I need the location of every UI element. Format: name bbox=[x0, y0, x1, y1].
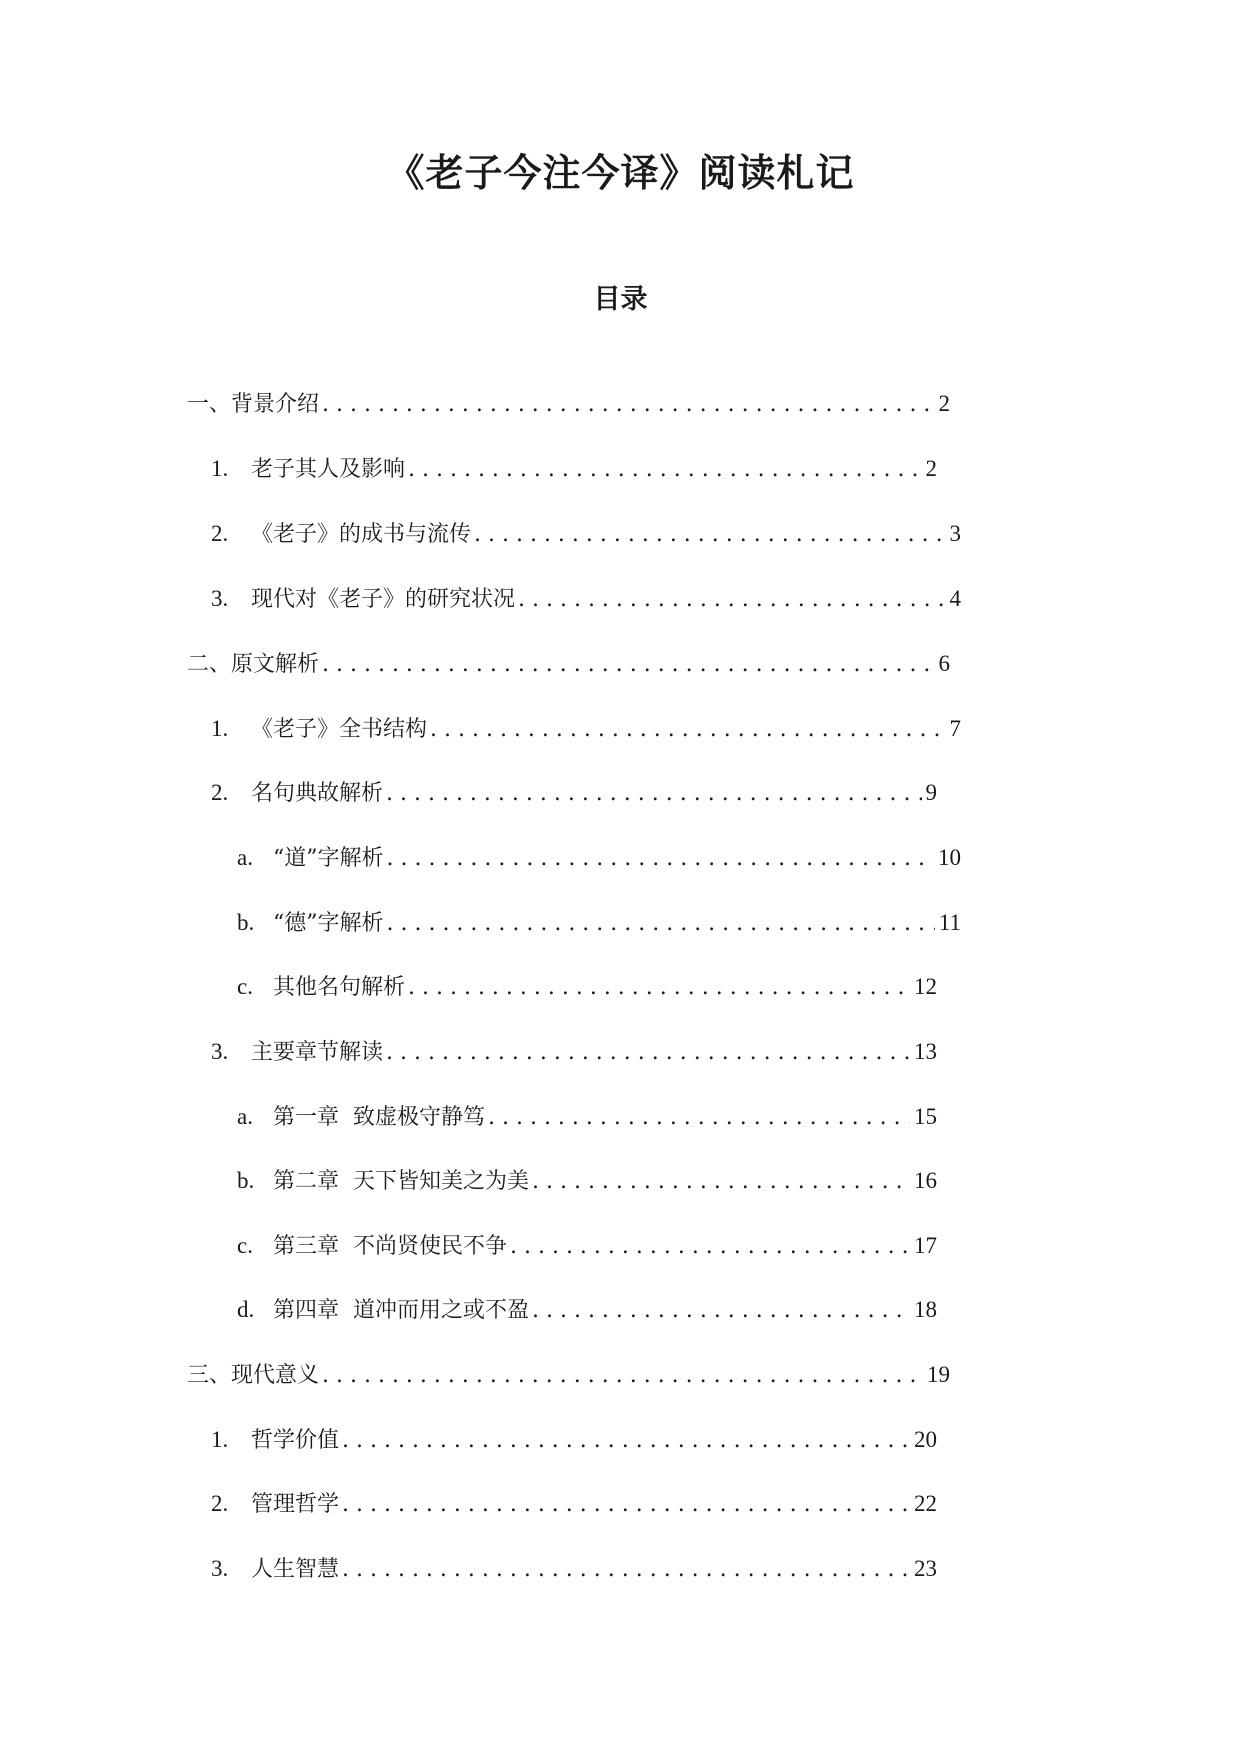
toc-dot-leader bbox=[386, 776, 921, 812]
toc-dot-leader bbox=[430, 712, 945, 748]
toc-entry-management-philosophy[interactable] bbox=[211, 1486, 937, 1522]
toc-entry-number: 2. bbox=[211, 521, 229, 546]
toc-entry-laozi-person[interactable] bbox=[211, 451, 937, 487]
toc-entry-number: b. bbox=[237, 1168, 255, 1193]
toc-entry-text-analysis[interactable] bbox=[187, 646, 950, 682]
toc-entry-title: 哲学价值 bbox=[251, 1428, 340, 1453]
toc-entry-number: c. bbox=[237, 974, 253, 999]
toc-entry-modern-significance[interactable] bbox=[187, 1357, 950, 1393]
toc-dot-leader bbox=[408, 452, 921, 488]
toc-entry-number: c. bbox=[237, 1233, 253, 1258]
toc-dot-leader bbox=[474, 517, 945, 553]
toc-entry-title: 名句典故解析 bbox=[251, 781, 384, 806]
toc-page-number: 10 bbox=[938, 845, 961, 870]
toc-entry-title: 其他名句解析 bbox=[273, 975, 406, 1000]
toc-dot-leader bbox=[386, 1035, 910, 1071]
toc-entry-dao-analysis[interactable] bbox=[237, 840, 961, 876]
toc-entry-title: 二、原文解析 bbox=[187, 652, 320, 677]
toc-heading: 目录 bbox=[593, 284, 648, 315]
toc-entry-number: b. bbox=[237, 910, 255, 935]
toc-entry-title: 第二章 天下皆知美之为美 bbox=[273, 1169, 529, 1194]
toc-entry-number: d. bbox=[237, 1297, 255, 1322]
toc-entry-de-analysis[interactable] bbox=[237, 905, 961, 941]
toc-page-number: 7 bbox=[949, 716, 961, 741]
toc-page-number: 12 bbox=[914, 974, 937, 999]
toc-entry-chapter-three[interactable] bbox=[237, 1228, 937, 1264]
toc-page-number: 22 bbox=[914, 1491, 937, 1516]
toc-dot-leader bbox=[510, 1229, 910, 1265]
toc-entry-number: a. bbox=[237, 1104, 253, 1129]
toc-entry-title: 第四章 道冲而用之或不盈 bbox=[273, 1298, 529, 1323]
toc-dot-leader bbox=[322, 1358, 923, 1394]
toc-entry-famous-quotes[interactable] bbox=[211, 775, 937, 811]
toc-page-number: 16 bbox=[914, 1168, 937, 1193]
document-title: 《老子今注今译》阅读札记 bbox=[386, 151, 855, 195]
toc-page-number: 23 bbox=[914, 1556, 937, 1581]
toc-entry-other-quotes[interactable] bbox=[237, 969, 937, 1005]
toc-page-number: 6 bbox=[938, 651, 950, 676]
toc-entry-life-wisdom[interactable] bbox=[211, 1551, 937, 1587]
toc-entry-background[interactable] bbox=[187, 386, 950, 422]
toc-entry-number: 1. bbox=[211, 456, 229, 481]
toc-entry-title: “道”字解析 bbox=[273, 846, 384, 871]
toc-page-number: 19 bbox=[927, 1362, 950, 1387]
toc-page-number: 4 bbox=[949, 586, 961, 611]
toc-page-number: 9 bbox=[925, 780, 937, 805]
toc-dot-leader bbox=[387, 906, 935, 942]
toc-page-number: 11 bbox=[938, 910, 961, 935]
toc-page-number: 2 bbox=[938, 391, 950, 416]
toc-entry-number: 3. bbox=[211, 1039, 229, 1064]
toc-entry-number: 1. bbox=[211, 716, 229, 741]
toc-entry-number: 2. bbox=[211, 1491, 229, 1516]
toc-dot-leader bbox=[342, 1552, 910, 1588]
toc-dot-leader bbox=[322, 647, 934, 683]
toc-entry-title: 第一章 致虚极守静笃 bbox=[273, 1105, 485, 1130]
toc-page-number: 18 bbox=[914, 1297, 937, 1322]
toc-entry-title: 管理哲学 bbox=[251, 1492, 340, 1517]
toc-entry-title: 主要章节解读 bbox=[251, 1040, 384, 1065]
toc-dot-leader bbox=[532, 1164, 910, 1200]
toc-entry-book-structure[interactable] bbox=[211, 711, 961, 747]
toc-entry-title: 人生智慧 bbox=[251, 1557, 340, 1582]
toc-entry-title: 现代对《老子》的研究状况 bbox=[251, 587, 516, 612]
toc-entry-modern-research[interactable] bbox=[211, 581, 961, 617]
toc-entry-title: 老子其人及影响 bbox=[251, 457, 406, 482]
toc-entry-number: 3. bbox=[211, 586, 229, 611]
toc-dot-leader bbox=[342, 1423, 910, 1459]
toc-entry-title: “德”字解析 bbox=[273, 911, 384, 936]
toc-entry-number: a. bbox=[237, 845, 253, 870]
toc-entry-main-chapters[interactable] bbox=[211, 1034, 937, 1070]
toc-dot-leader bbox=[488, 1100, 910, 1136]
toc-page-number: 15 bbox=[914, 1104, 937, 1129]
toc-entry-title: 《老子》全书结构 bbox=[251, 717, 428, 742]
toc-entry-number: 1. bbox=[211, 1427, 229, 1452]
toc-page-number: 20 bbox=[914, 1427, 937, 1452]
toc-entry-chapter-two[interactable] bbox=[237, 1163, 937, 1199]
toc-dot-leader bbox=[387, 841, 935, 877]
toc-page-number: 2 bbox=[925, 456, 937, 481]
toc-dot-leader bbox=[518, 582, 945, 618]
toc-entry-chapter-four[interactable] bbox=[237, 1292, 937, 1328]
toc-dot-leader bbox=[532, 1293, 910, 1329]
toc-entry-title: 《老子》的成书与流传 bbox=[251, 522, 472, 547]
toc-page-number: 13 bbox=[914, 1039, 937, 1064]
toc-entry-title: 第三章 不尚贤使民不争 bbox=[273, 1234, 507, 1259]
toc-page-number: 17 bbox=[914, 1233, 937, 1258]
toc-entry-number: 3. bbox=[211, 1556, 229, 1581]
toc-entry-title: 一、背景介绍 bbox=[187, 392, 320, 417]
toc-entry-title: 三、现代意义 bbox=[187, 1363, 320, 1388]
toc-dot-leader bbox=[322, 387, 934, 423]
toc-entry-book-origin[interactable] bbox=[211, 516, 961, 552]
toc-page-number: 3 bbox=[949, 521, 961, 546]
toc-dot-leader bbox=[408, 970, 910, 1006]
toc-dot-leader bbox=[342, 1487, 910, 1523]
toc-entry-chapter-one[interactable] bbox=[237, 1099, 937, 1135]
toc-entry-philosophical-value[interactable] bbox=[211, 1422, 937, 1458]
toc-entry-number: 2. bbox=[211, 780, 229, 805]
